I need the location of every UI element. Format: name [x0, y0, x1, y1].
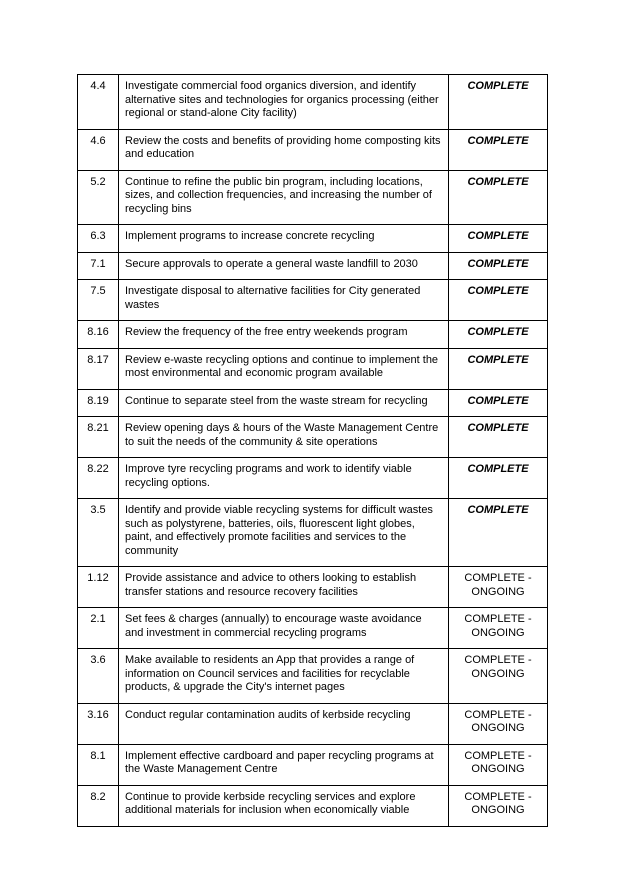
action-number-cell: 8.2 — [78, 785, 119, 826]
action-status-cell: COMPLETE - ONGOING — [449, 703, 548, 744]
action-description-cell: Investigate commercial food organics diversion, and identify alternative sites and technologies for organics processing (either regional or stand-alone City facility) — [119, 75, 449, 130]
action-description-cell: Review the frequency of the free entry weekends program — [119, 321, 449, 349]
table-row — [78, 129, 548, 170]
table-row — [78, 252, 548, 280]
action-description-cell: Secure approvals to operate a general waste landfill to 2030 — [119, 252, 449, 280]
action-description-cell: Provide assistance and advice to others looking to establish transfer stations and resource recovery facilities — [119, 567, 449, 608]
action-status-cell: COMPLETE - ONGOING — [449, 567, 548, 608]
action-description-cell: Review e-waste recycling options and continue to implement the most environmental and economic program available — [119, 348, 449, 389]
action-description-cell: Continue to refine the public bin program, including locations, sizes, and collection frequencies, and increasing the number of recycling bins — [119, 170, 449, 225]
action-number-cell: 4.4 — [78, 75, 119, 130]
action-status-cell: COMPLETE — [449, 348, 548, 389]
action-description-cell: Implement programs to increase concrete recycling — [119, 225, 449, 253]
action-description-cell: Continue to provide kerbside recycling services and explore additional materials for inclusion when economically viable — [119, 785, 449, 826]
action-description-cell: Investigate disposal to alternative facilities for City generated wastes — [119, 280, 449, 321]
actions-table-body — [78, 75, 548, 827]
action-number-cell: 7.5 — [78, 280, 119, 321]
action-number-cell: 3.5 — [78, 499, 119, 567]
action-description-cell: Make available to residents an App that provides a range of information on Council services and facilities for recyclable products, & upgrade the City's internet pages — [119, 649, 449, 704]
action-description-cell: Implement effective cardboard and paper recycling programs at the Waste Management Centre — [119, 744, 449, 785]
table-row — [78, 649, 548, 704]
actions-status-table — [77, 74, 548, 827]
action-number-cell: 3.16 — [78, 703, 119, 744]
action-number-cell: 7.1 — [78, 252, 119, 280]
action-description-cell: Review the costs and benefits of providing home composting kits and education — [119, 129, 449, 170]
table-row — [78, 499, 548, 567]
action-status-cell: COMPLETE — [449, 499, 548, 567]
action-status-cell: COMPLETE — [449, 389, 548, 417]
action-description-cell: Identify and provide viable recycling systems for difficult wastes such as polystyrene, batteries, oils, fluorescent light globes, paint, and effectively promote facilities and services to the community — [119, 499, 449, 567]
table-row — [78, 608, 548, 649]
action-status-cell: COMPLETE — [449, 321, 548, 349]
action-number-cell: 5.2 — [78, 170, 119, 225]
action-status-cell: COMPLETE — [449, 458, 548, 499]
action-number-cell: 8.19 — [78, 389, 119, 417]
action-number-cell: 6.3 — [78, 225, 119, 253]
action-number-cell: 8.16 — [78, 321, 119, 349]
table-row — [78, 75, 548, 130]
action-number-cell: 4.6 — [78, 129, 119, 170]
table-row — [78, 348, 548, 389]
action-status-cell: COMPLETE - ONGOING — [449, 785, 548, 826]
action-status-cell: COMPLETE — [449, 129, 548, 170]
action-description-cell: Improve tyre recycling programs and work to identify viable recycling options. — [119, 458, 449, 499]
action-number-cell: 8.22 — [78, 458, 119, 499]
action-number-cell: 8.17 — [78, 348, 119, 389]
table-row — [78, 170, 548, 225]
table-row — [78, 567, 548, 608]
action-status-cell: COMPLETE - ONGOING — [449, 744, 548, 785]
action-status-cell: COMPLETE — [449, 280, 548, 321]
table-row — [78, 389, 548, 417]
action-description-cell: Review opening days & hours of the Waste Management Centre to suit the needs of the community & site operations — [119, 417, 449, 458]
action-description-cell: Conduct regular contamination audits of kerbside recycling — [119, 703, 449, 744]
action-status-cell: COMPLETE — [449, 170, 548, 225]
table-row — [78, 417, 548, 458]
table-row — [78, 744, 548, 785]
action-number-cell: 2.1 — [78, 608, 119, 649]
action-status-cell: COMPLETE — [449, 75, 548, 130]
action-number-cell: 3.6 — [78, 649, 119, 704]
table-row — [78, 785, 548, 826]
action-number-cell: 8.21 — [78, 417, 119, 458]
action-status-cell: COMPLETE — [449, 225, 548, 253]
table-row — [78, 703, 548, 744]
table-row — [78, 280, 548, 321]
table-row — [78, 321, 548, 349]
action-status-cell: COMPLETE — [449, 417, 548, 458]
action-description-cell: Set fees & charges (annually) to encourage waste avoidance and investment in commercial recycling programs — [119, 608, 449, 649]
action-status-cell: COMPLETE - ONGOING — [449, 608, 548, 649]
table-row — [78, 225, 548, 253]
action-status-cell: COMPLETE — [449, 252, 548, 280]
table-row — [78, 458, 548, 499]
action-number-cell: 1.12 — [78, 567, 119, 608]
action-description-cell: Continue to separate steel from the waste stream for recycling — [119, 389, 449, 417]
action-status-cell: COMPLETE - ONGOING — [449, 649, 548, 704]
action-number-cell: 8.1 — [78, 744, 119, 785]
